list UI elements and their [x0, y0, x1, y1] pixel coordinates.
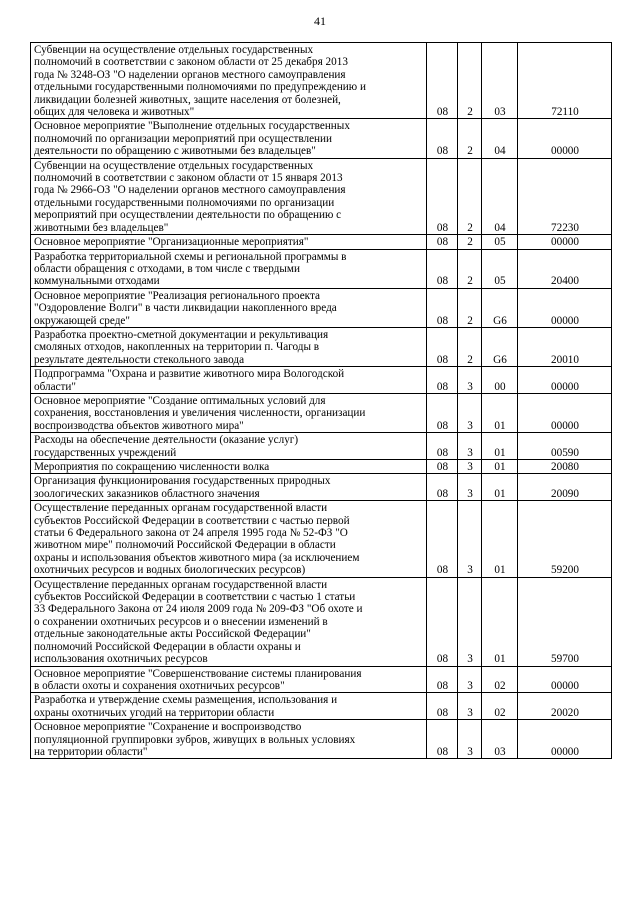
event-code-cell: 01 — [482, 433, 518, 460]
direction-code-cell: 72230 — [518, 158, 612, 234]
row-name-cell: Основное мероприятие "Сохранение и воспроизводство популяционной группировки зубров, живущих в вольных условиях на территории области" — [31, 720, 427, 759]
direction-code-cell: 20400 — [518, 249, 612, 288]
event-code-cell: 04 — [482, 119, 518, 158]
table-row — [31, 367, 612, 394]
row-name-cell: Осуществление переданных органам государственной власти субъектов Российской Федерации в соответствии с частью первой статьи 6 Федерального закона от 24 апреля 1995 года № 52-ФЗ "О животном мире" полномочий Российской Федерации в области охраны и использования объектов животного мира (за исключением охотничьих ресурсов и водных биологических ресурсов) — [31, 501, 427, 577]
row-name-cell: Разработка проектно-сметной документации и рекультивация смоляных отходов, накопленных на территории п. Чагоды в результате деятельности стекольного завода — [31, 327, 427, 366]
table-row — [31, 249, 612, 288]
table-row — [31, 474, 612, 501]
section-code-cell: 08 — [427, 367, 458, 394]
program-code-cell: 2 — [458, 119, 482, 158]
row-name-cell: Расходы на обеспечение деятельности (оказание услуг) государственных учреждений — [31, 433, 427, 460]
row-name-cell: Разработка и утверждение схемы размещения, использования и охраны охотничьих угодий на территории области — [31, 693, 427, 720]
table-row — [31, 720, 612, 759]
row-name-cell: Организация функционирования государственных природных зоологических заказников областного значения — [31, 474, 427, 501]
section-code-cell: 08 — [427, 249, 458, 288]
row-name-cell: Субвенции на осуществление отдельных государственных полномочий в соответствии с законом области от 15 января 2013 года № 2966-ОЗ "О наделении органов местного самоуправления отдельными государственными полномочиями по организации мероприятий при осуществлении деятельности по обращению с животными без владельцев" — [31, 158, 427, 234]
section-code-cell: 08 — [427, 460, 458, 474]
table-row — [31, 288, 612, 327]
direction-code-cell: 00000 — [518, 393, 612, 432]
table-row — [31, 666, 612, 693]
direction-code-cell: 00590 — [518, 433, 612, 460]
event-code-cell: 01 — [482, 577, 518, 666]
event-code-cell: 02 — [482, 666, 518, 693]
table-row — [31, 43, 612, 119]
section-code-cell: 08 — [427, 327, 458, 366]
section-code-cell: 08 — [427, 474, 458, 501]
direction-code-cell: 00000 — [518, 288, 612, 327]
table-row — [31, 393, 612, 432]
direction-code-cell: 20020 — [518, 693, 612, 720]
direction-code-cell: 59700 — [518, 577, 612, 666]
program-code-cell: 2 — [458, 235, 482, 249]
direction-code-cell: 00000 — [518, 235, 612, 249]
event-code-cell: 04 — [482, 158, 518, 234]
row-name-cell: Основное мероприятие "Совершенствование системы планирования в области охоты и сохранения охотничьих ресурсов" — [31, 666, 427, 693]
event-code-cell: 05 — [482, 235, 518, 249]
program-code-cell: 3 — [458, 474, 482, 501]
section-code-cell: 08 — [427, 288, 458, 327]
program-code-cell: 3 — [458, 433, 482, 460]
program-code-cell: 3 — [458, 501, 482, 577]
program-code-cell: 3 — [458, 693, 482, 720]
event-code-cell: 05 — [482, 249, 518, 288]
row-name-cell: Разработка территориальной схемы и региональной программы в области обращения с отходами, в том числе с твердыми коммунальными отходами — [31, 249, 427, 288]
program-code-cell: 3 — [458, 577, 482, 666]
direction-code-cell: 20090 — [518, 474, 612, 501]
row-name-cell: Основное мероприятие "Выполнение отдельных государственных полномочий по организации мероприятий при осуществлении деятельности по обращению с животными без владельцев" — [31, 119, 427, 158]
event-code-cell: G6 — [482, 327, 518, 366]
row-name-cell: Основное мероприятие "Организационные мероприятия" — [31, 235, 427, 249]
table-row — [31, 119, 612, 158]
row-name-cell: Основное мероприятие "Создание оптимальных условий для сохранения, восстановления и увеличения численности, организации воспроизводства объектов животного мира" — [31, 393, 427, 432]
section-code-cell: 08 — [427, 235, 458, 249]
section-code-cell: 08 — [427, 158, 458, 234]
section-code-cell: 08 — [427, 577, 458, 666]
direction-code-cell: 00000 — [518, 367, 612, 394]
budget-table — [30, 42, 612, 759]
table-row — [31, 501, 612, 577]
event-code-cell: 01 — [482, 501, 518, 577]
direction-code-cell: 20010 — [518, 327, 612, 366]
table-row — [31, 235, 612, 249]
section-code-cell: 08 — [427, 666, 458, 693]
row-name-cell: Мероприятия по сокращению численности волка — [31, 460, 427, 474]
table-body — [31, 43, 612, 759]
table-row — [31, 158, 612, 234]
section-code-cell: 08 — [427, 433, 458, 460]
direction-code-cell: 00000 — [518, 119, 612, 158]
table-row — [31, 460, 612, 474]
event-code-cell: 03 — [482, 720, 518, 759]
direction-code-cell: 00000 — [518, 720, 612, 759]
section-code-cell: 08 — [427, 693, 458, 720]
section-code-cell: 08 — [427, 119, 458, 158]
program-code-cell: 3 — [458, 720, 482, 759]
program-code-cell: 3 — [458, 367, 482, 394]
program-code-cell: 3 — [458, 393, 482, 432]
table-row — [31, 693, 612, 720]
event-code-cell: 01 — [482, 393, 518, 432]
program-code-cell: 2 — [458, 249, 482, 288]
event-code-cell: 01 — [482, 474, 518, 501]
row-name-cell: Субвенции на осуществление отдельных государственных полномочий в соответствии с законом области от 25 декабря 2013 года № 3248-ОЗ "О наделении органов местного самоуправления отдельными государственными полномочиями по предупреждению и ликвидации болезней животных, защите населения от болезней, общих для человека и животных" — [31, 43, 427, 119]
direction-code-cell: 20080 — [518, 460, 612, 474]
program-code-cell: 2 — [458, 158, 482, 234]
direction-code-cell: 00000 — [518, 666, 612, 693]
event-code-cell: 02 — [482, 693, 518, 720]
section-code-cell: 08 — [427, 720, 458, 759]
page-number: 41 — [314, 14, 326, 28]
program-code-cell: 3 — [458, 460, 482, 474]
direction-code-cell: 72110 — [518, 43, 612, 119]
table-row — [31, 327, 612, 366]
row-name-cell: Подпрограмма "Охрана и развитие животного мира Вологодской области" — [31, 367, 427, 394]
program-code-cell: 2 — [458, 43, 482, 119]
program-code-cell: 2 — [458, 327, 482, 366]
event-code-cell: G6 — [482, 288, 518, 327]
section-code-cell: 08 — [427, 393, 458, 432]
section-code-cell: 08 — [427, 43, 458, 119]
table-row — [31, 577, 612, 666]
event-code-cell: 00 — [482, 367, 518, 394]
row-name-cell: Осуществление переданных органам государственной власти субъектов Российской Федерации в соответствии с частью 1 статьи 33 Федерального Закона от 24 июля 2009 года № 209-ФЗ "Об охоте и о сохранении охотничьих ресурсов и о внесении изменений в отдельные законодательные акты Российской Федерации" полномочий Российской Федерации в области охраны и использования охотничьих ресурсов — [31, 577, 427, 666]
event-code-cell: 01 — [482, 460, 518, 474]
row-name-cell: Основное мероприятие "Реализация регионального проекта "Оздоровление Волги" в части ликвидации накопленного вреда окружающей среде" — [31, 288, 427, 327]
program-code-cell: 2 — [458, 288, 482, 327]
direction-code-cell: 59200 — [518, 501, 612, 577]
section-code-cell: 08 — [427, 501, 458, 577]
program-code-cell: 3 — [458, 666, 482, 693]
table-row — [31, 433, 612, 460]
event-code-cell: 03 — [482, 43, 518, 119]
